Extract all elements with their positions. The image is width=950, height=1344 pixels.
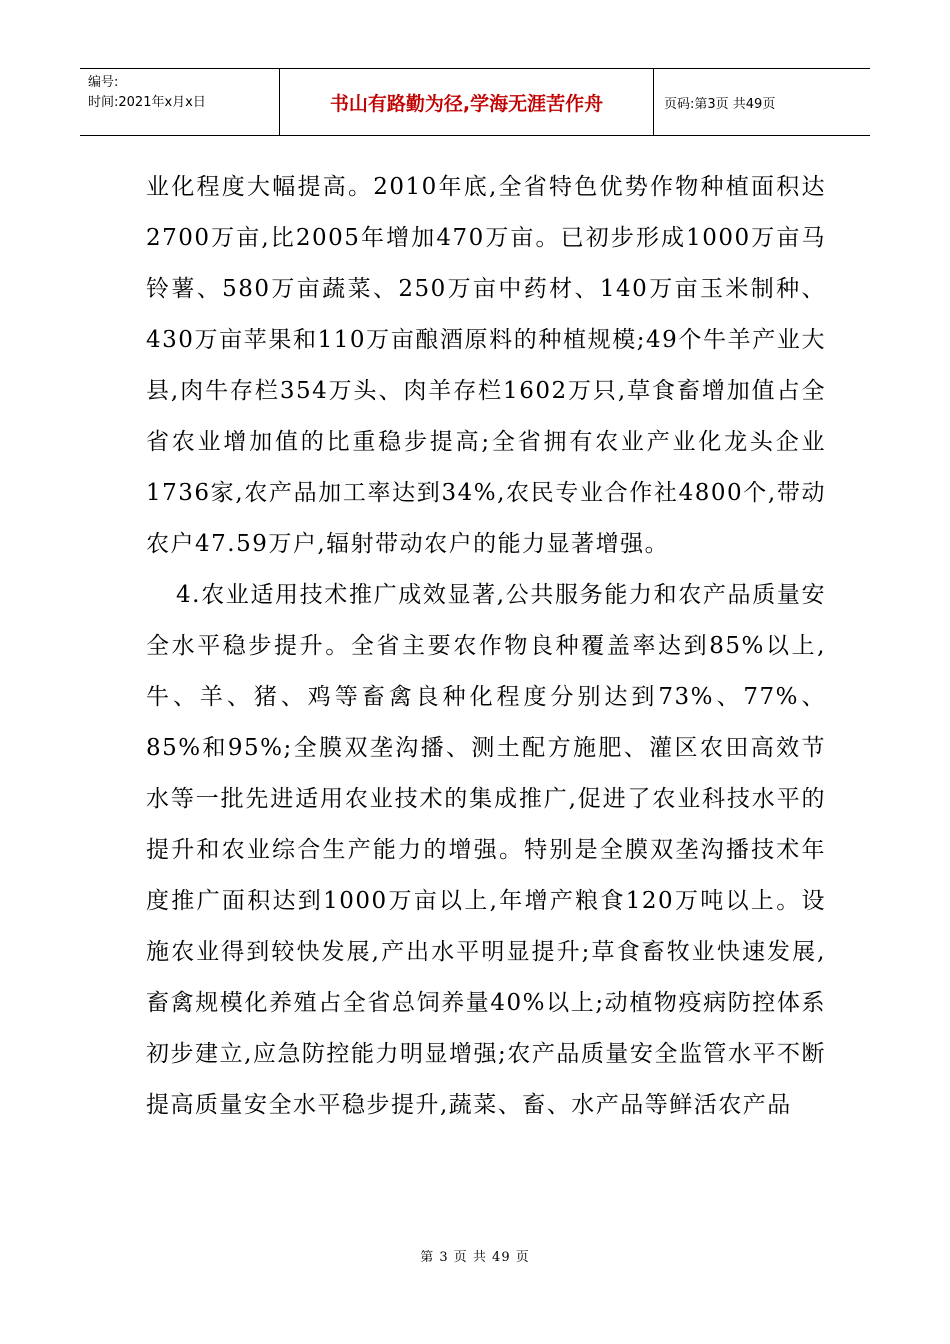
document-number-label: 编号: — [88, 75, 119, 90]
page-footer: 第 3 页 共 49 页 — [420, 1250, 530, 1265]
page-header — [80, 68, 870, 136]
document-date: 时间:2021年x月x日 — [88, 95, 206, 110]
header-page-info: 页码:第3页 共49页 — [664, 96, 776, 112]
header-meta — [80, 69, 280, 135]
paragraph-section-4: 4.农业适用技术推广成效显著,公共服务能力和农产品质量安全水平稳步提升。全省主要农作物良种覆盖率达到85%以上,牛、羊、猪、鸡等畜禽良种化程度分别达到73%、77%、85%和95%;全膜双垄沟播、测土配方施肥、灌区农田高效节水等一批先进适用农业技术的集成推广,促进了农业科技水平的提升和农业综合生产能力的增强。特别是全膜双垄沟播技术年度推广面积达到1000万亩以上,年增产粮食120万吨以上。设施农业得到较快发展,产出水平明显提升;草食畜牧业快速发展,畜禽规模化养殖占全省总饲养量40%以上;动植物疫病防控体系初步建立,应急防控能力明显增强;农产品质量安全监管水平不断提高质量安全水平稳步提升,蔬菜、畜、水产品等鲜活农产品 — [146, 582, 826, 1118]
header-motto: 书山有路勤为径,学海无涯苦作舟 — [280, 69, 654, 135]
paragraph-continuation: 业化程度大幅提高。2010年底,全省特色优势作物种植面积达2700万亩,比2005年增加470万亩。已初步形成1000万亩马铃薯、580万亩蔬菜、250万亩中药材、140万亩玉米制种、430万亩苹果和110万亩酿酒原料的种植规模;49个牛羊产业大县,肉牛存栏354万头、肉羊存栏1602万只,草食畜增加值占全省农业增加值的比重稳步提高;全省拥有农业产业化龙头企业1736家,农产品加工率达到34%,农民专业合作社4800个,带动农户47.59万户,辐射带动农户的能力显著增强。 — [146, 174, 826, 557]
document-body — [146, 162, 826, 1131]
